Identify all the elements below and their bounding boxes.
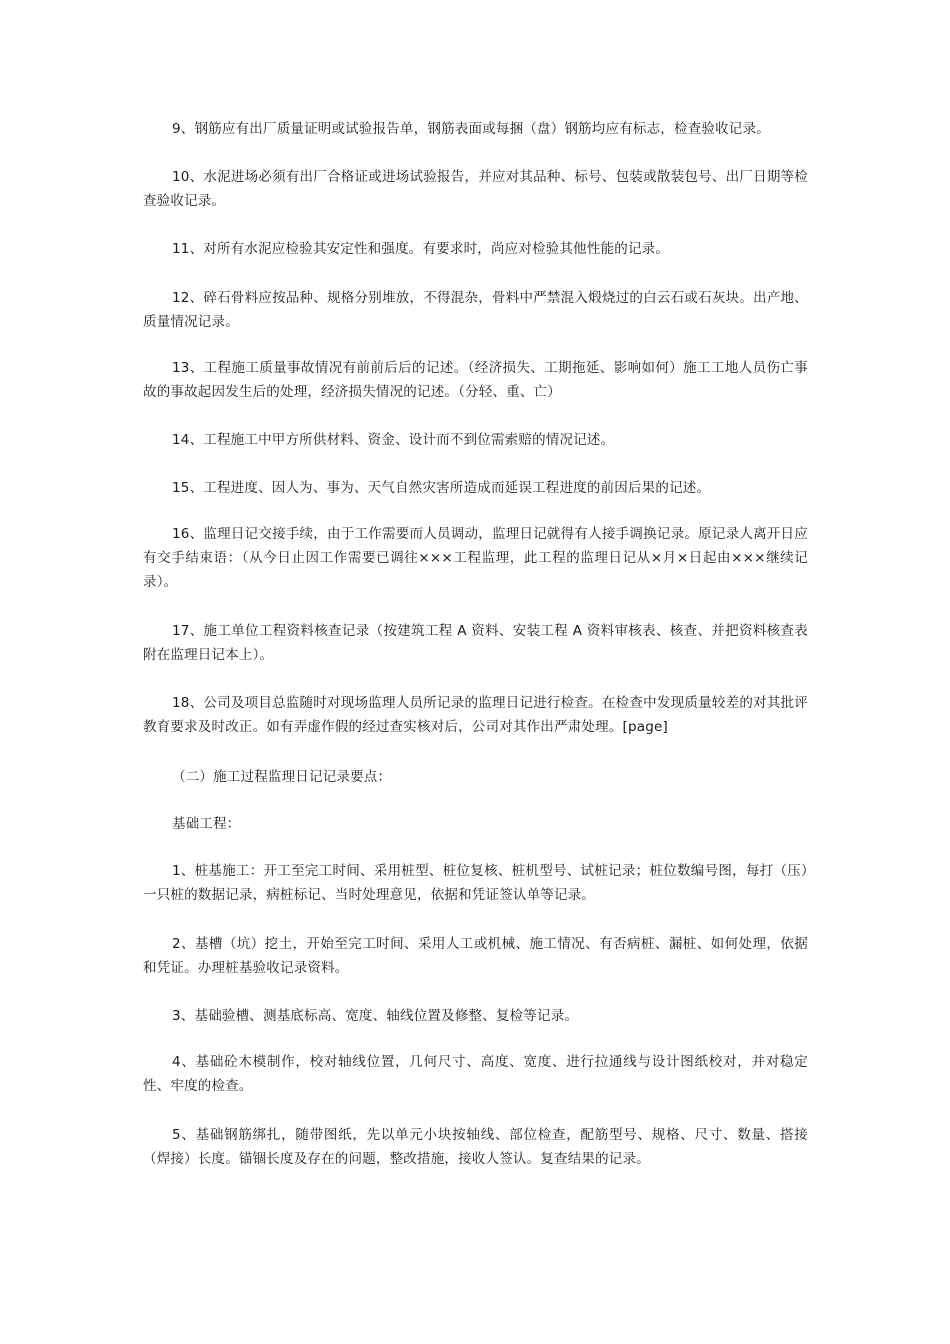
- foundation-item-5: 5、基础钢筋绑扎，随带图纸，先以单元小块按轴线、部位检查，配筋型号、规格、尺寸、数量、搭接（焊接）长度。锚锢长度及存在的问题，整改措施，接收人签认。复查结果的记录。: [143, 1127, 808, 1167]
- foundation-item-2: 2、基槽（坑）挖土，开始至完工时间、采用人工或机械、施工情况、有否病桩、漏桩、如何处理，依据和凭证。办理桩基验收记录资料。: [143, 936, 808, 976]
- paragraph-item-12: 12、碎石骨料应按品种、规格分别堆放，不得混杂，骨料中严禁混入煅烧过的白云石或石灰块。出产地、质量情况记录。: [143, 290, 808, 330]
- paragraph-item-15: 15、工程进度、因人为、事为、天气自然灾害所造成而延误工程进度的前因后果的记述。: [172, 480, 711, 496]
- paragraph-item-13: 13、工程施工质量事故情况有前前后后的记述。（经济损失、工期拖延、影响如何）施工工地人员伤亡事故的事故起因发生后的处理，经济损失情况的记述。（分轻、重、亡）: [143, 360, 808, 400]
- paragraph-item-18: 18、公司及项目总监随时对现场监理人员所记录的监理日记进行检查。在检查中发现质量较差的对其批评教育要求及时改正。如有弄虚作假的经过查实核对后，公司对其作出严肃处理。[page]: [143, 695, 808, 735]
- foundation-item-4: 4、基础砼木模制作，校对轴线位置，几何尺寸、高度、宽度、进行拉通线与设计图纸校对，并对稳定性、牢度的检查。: [143, 1054, 808, 1094]
- subsection-heading: 基础工程：: [172, 816, 241, 832]
- paragraph-item-11: 11、对所有水泥应检验其安定性和强度。有要求时，尚应对检验其他性能的记录。: [172, 241, 670, 257]
- section-heading: （二）施工过程监理日记记录要点：: [172, 769, 392, 785]
- paragraph-item-14: 14、工程施工中甲方所供材料、资金、设计而不到位需索赔的情况记述。: [172, 432, 615, 448]
- foundation-item-1: 1、桩基施工：开工至完工时间、采用桩型、桩位复核、桩机型号、试桩记录；桩位数编号图，每打（压）一只桩的数据记录，病桩标记、当时处理意见，依据和凭证签认单等记录。: [143, 863, 808, 903]
- foundation-item-3: 3、基础验槽、测基底标高、宽度、轴线位置及修整、复检等记录。: [172, 1008, 579, 1024]
- paragraph-item-10: 10、水泥进场必须有出厂合格证或进场试验报告，并应对其品种、标号、包装或散装包号、出厂日期等检查验收记录。: [143, 169, 808, 209]
- paragraph-item-16: 16、监理日记交接手续，由于工作需要而人员调动，监理日记就得有人接手调换记录。原记录人离开日应有交手结束语：（从今日止因工作需要已调往×××工程监理，此工程的监理日记从×月×日起由×××继续记录）。: [143, 526, 808, 590]
- paragraph-item-9: 9、钢筋应有出厂质量证明或试验报告单，钢筋表面或每捆（盘）钢筋均应有标志，检查验收记录。: [172, 121, 770, 137]
- paragraph-item-17: 17、施工单位工程资料核查记录（按建筑工程 A 资料、安装工程 A 资料审核表、核查、并把资料核查表附在监理日记本上）。: [143, 623, 808, 663]
